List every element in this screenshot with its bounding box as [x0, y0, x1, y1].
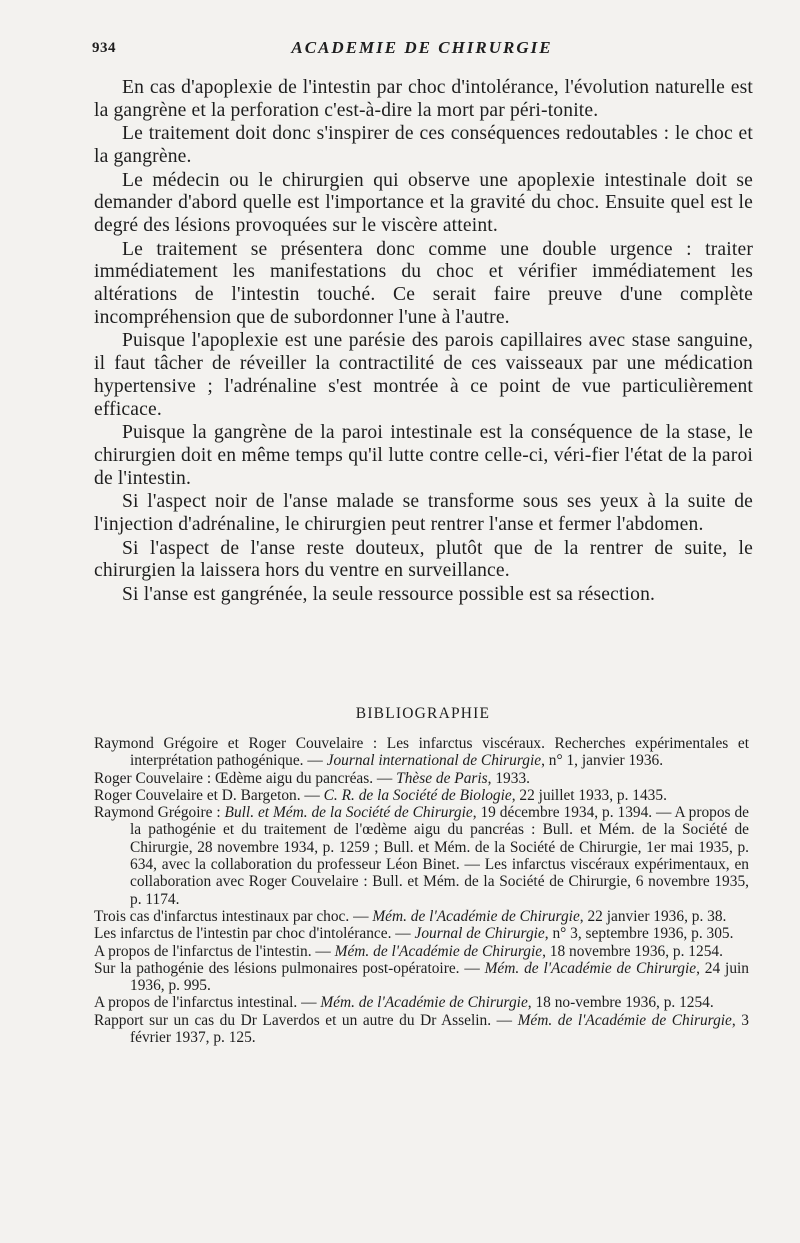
bibliography-entry: A propos de l'infarctus intestinal. — Mém. de l'Académie de Chirurgie, 18 no-vembre 1936, p. 1254. — [94, 994, 714, 1012]
bibliography-entry: Rapport sur un cas du Dr Laverdos et un autre du Dr Asselin. — Mém. de l'Académie de Chirurgie, 3 février 1937, p. 125. — [94, 1011, 749, 1047]
paragraph: Le traitement doit donc s'inspirer de ces conséquences redoutables : le choc et la gangrène. — [94, 123, 753, 168]
bibliography-entry: Sur la pathogénie des lésions pulmonaires post-opératoire. — Mém. de l'Académie de Chirurgie, 24 juin 1936, p. 995. — [94, 959, 749, 995]
paragraph: Puisque l'apoplexie est une parésie des parois capillaires avec stase sanguine, il faut tâcher de réveiller la contractilité de ces vaisseaux par une médication hypertensive ; l'adrénaline s'est montrée à ce point de vue particulièrement efficace. — [94, 330, 753, 420]
bibliography-entry: Roger Couvelaire : Œdème aigu du pancréas. — Thèse de Paris, 1933. — [94, 769, 530, 787]
page-number: 934 — [92, 40, 116, 56]
running-title: ACADEMIE DE CHIRURGIE — [291, 38, 553, 57]
paragraph: Si l'aspect de l'anse reste douteux, plutôt que de la rentrer de suite, le chirurgien la laissera hors du ventre en surveillance. — [94, 537, 753, 582]
bibliography-list — [94, 735, 749, 1046]
paragraph: Si l'aspect noir de l'anse malade se transforme sous ses yeux à la suite de l'injection d'adrénaline, le chirurgien peut rentrer l'anse et fermer l'abdomen. — [94, 491, 753, 536]
bibliography-entry: A propos de l'infarctus de l'intestin. — Mém. de l'Académie de Chirurgie, 18 novembre 1936, p. 1254. — [94, 942, 723, 960]
bibliography-heading: BIBLIOGRAPHIE — [355, 705, 491, 722]
page-header — [92, 38, 752, 62]
bibliography-entry: Les infarctus de l'intestin par choc d'intolérance. — Journal de Chirurgie, n° 3, septembre 1936, p. 305. — [94, 925, 734, 943]
bibliography-entry: Roger Couvelaire et D. Bargeton. — C. R. de la Société de Biologie, 22 juillet 1933, p. 1435. — [94, 786, 667, 804]
paragraph: Le traitement se présentera donc comme une double urgence : traiter immédiatement les manifestations du choc et vérifier immédiatement les altérations de l'intestin touché. Ce serait faire preuve d'une complète incompréhension que de subordonner l'une à l'autre. — [94, 238, 753, 328]
paragraph: Le médecin ou le chirurgien qui observe une apoplexie intestinale doit se demander d'abord quelle est l'importance et la gravité du choc. Ensuite quel est le degré des lésions provoquées sur le viscère atteint. — [94, 169, 753, 237]
paragraph: Puisque la gangrène de la paroi intestinale est la conséquence de la stase, le chirurgien doit en même temps qu'il lutte contre celle-ci, véri-fier l'état de la paroi de l'intestin. — [94, 422, 753, 489]
bibliography-entry: Raymond Grégoire : Bull. et Mém. de la Société de Chirurgie, 19 décembre 1934, p. 1394. — A propos de la pathogénie et du traitement de l'œdème aigu du pancréas : Bull. et Mém. de la Société de Chirurgie, 28 novembre 1934, p. 1259 ; Bull. et Mém. de la Société de Chirurgie, 1er mai 1935, p. 634, avec la collaboration du professeur Léon Binet. — Les infarctus viscéraux expérimentaux, en collaboration avec Roger Couvelaire : Bull. et Mém. de la Société de Chirurgie, 6 novembre 1935, p. 1174. — [94, 804, 749, 908]
body-text — [94, 77, 753, 607]
bibliography-entry: Trois cas d'infarctus intestinaux par choc. — Mém. de l'Académie de Chirurgie, 22 janvier 1936, p. 38. — [94, 907, 727, 925]
bibliography-entry: Raymond Grégoire et Roger Couvelaire : Les infarctus viscéraux. Recherches expérimentales et interprétation pathogénique. — Journal international de Chirurgie, n° 1, janvier 1936. — [94, 735, 749, 770]
paragraph: Si l'anse est gangrénée, la seule ressource possible est sa résection. — [122, 583, 656, 605]
paragraph: En cas d'apoplexie de l'intestin par choc d'intolérance, l'évolution naturelle est la gangrène et la perforation c'est-à-dire la mort par péri-tonite. — [94, 77, 753, 121]
